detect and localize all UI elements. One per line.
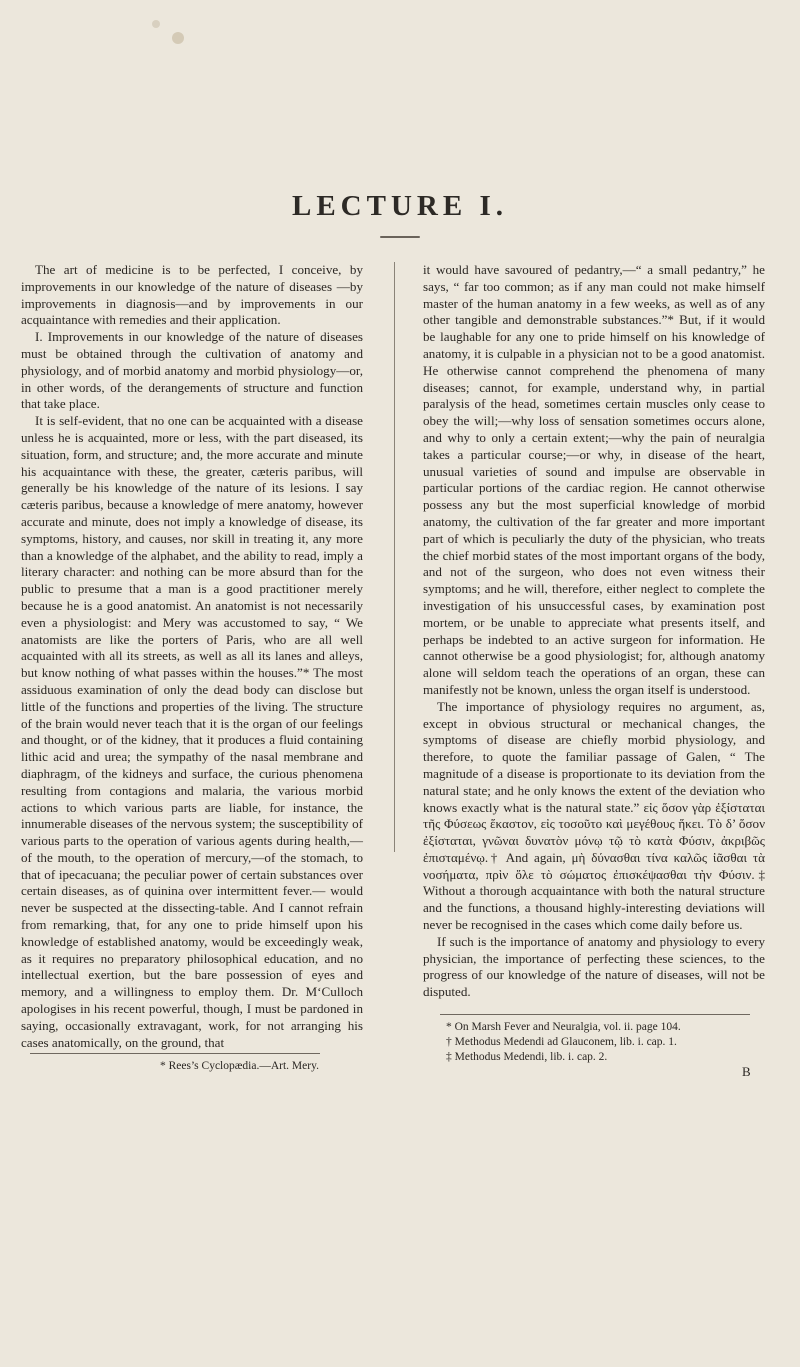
footnotes <box>440 1020 770 1065</box>
paragraph: If such is the importance of anatomy and physiology to every physician, the importance of perfecting these sciences, to the progress of our knowledge of the nature of diseases, will not be disputed. <box>423 933 765 1000</box>
footnote: * Rees’s Cyclopædia.—Art. Mery. <box>160 1060 319 1072</box>
stain <box>172 32 184 44</box>
paragraph: It is self-evident, that no one can be acquainted with a disease unless he is acquainted, more or less, with the part diseased, its situation, form, and structure; and, the more accurate and minute his acquaintance with these, the greater, cæteris paribus, will generally be his knowledge of the nature of its lesions. I say cæteris paribus, because a knowledge of mere anatomy, however accurate and minute, does not imply a knowledge of disease, its symptoms, history, and causes, nor skill in treating it, any more than a knowledge of the alphabet, and the ability to read, imply a literary character: and nothing can be more absurd than for the public to presume that a man is a good practitioner merely because he is a good anatomist. An anatomist is not necessarily even a physiologist: and Mery was accustomed to say, “ We anatomists are like the porters of Paris, who are all well acquainted with all its streets, as well as all its lanes and alleys, but know nothing of what passes within the houses.”* The most assiduous examination of only the dead body can disclose but little of the functions and properties of the living. The structure of the brain would never teach that it is the organ of our feelings and thought, or of the kidney, that it produces a fluid containing lithic acid and urea; the sympathy of the nasal membrane and diaphragm, of the kidneys and surface, the curious phenomena resulting from contagions and malaria, the various morbid actions to which various parts are liable, for instance, the innumerable diseases of the nervous system; the susceptibility of various parts to the operation of various agents during health,—of the mouth, to the operation of mercury,—of the stomach, to that of ipecacuana; the peculiar power of certain substances over certain diseases, as of quinina over intermittent fever.— would never be suspected at the dissecting-table. And I cannot refrain from remarking, that, for any one to pride himself upon his knowledge of established anatomy, would be exceedingly weak, as it requires no preparatory philosophical education, and no intellectual exertion, but the bare possession of eyes and memory, and a willingness to employ them. Dr. M‘Culloch apologises in his recent powerful, though, I must be pardoned in saying, occasionally extravagant, work, for not arranging his cases anatomically, on the ground, that <box>21 413 363 1050</box>
footnote: ‡ Methodus Medendi, lib. i. cap. 2. <box>446 1051 608 1063</box>
right-column <box>423 262 765 1001</box>
page-title: LECTURE I. <box>292 190 508 222</box>
signature-mark: B <box>742 1064 751 1079</box>
stain <box>152 20 160 28</box>
footnote-rule <box>440 1014 750 1015</box>
paragraph: The importance of physiology requires no argument, as, except in obvious structural or mechanical changes, the symptoms of disease are chiefly morbid physiology, and therefore, to quote the familiar passage of Galen, “ The magnitude of a disease is proportionate to its deviation from the natural state; and he only knows the extent of the deviation who knows exactly what is the natural state.” εἰς ὅσον γὰρ ἐξίσταται τῆς Φύσεως ἕκαστον, εἰς τοσοῦτο καὶ μεγέθους ἥκει. Τὸ δ’ ὅσον ἐξίσταται, γνῶναι δυνατὸν μόνῳ τῷ τὸ κατὰ Φύσιν, ἀκριβῶς ἐπισταμένῳ.† And again, μὴ δύνασθαι τίνα καλῶς ἰᾶσθαι τὰ νοσήματα, πρὶν ὅλε τὸ σώματος ἐπισκέψασθαι τὴν Φύσιν.‡ Without a thorough acquaintance with both the natural structure and the functions, a thousand highly-interesting deviations will never be recognised in the cases which come daily before us. <box>423 698 765 933</box>
paragraph: it would have savoured of pedantry,—“ a small pedantry,” he says, “ far too common; as if any man could not make himself master of the human anatomy in a few weeks, as well as of any other tangible and demonstrable substances.”* But, if it would be laughable for any one to pride himself on his knowledge of anatomy, it is culpable in a physician not to be a good anatomist. He otherwise cannot comprehend the phenomena of many diseases; cannot, for example, understand why, in partial paralysis of the head, sometimes certain muscles only cease to obey the will;—why loss of sensation sometimes occurs alone, and why to only a certain extent;—why the pain of neuralgia takes a particular course;—or why, in disease of the heart, unusual varieties of sound and impulse are observable in particular portions of the cardiac region. He cannot otherwise possess any but the most superficial knowledge of morbid anatomy, the cultivation of the far greater and more important part of which is peculiarly the duty of the physician, who treats the chief morbid states of the most important organs of the body, and not of the surgeon, who does not even witness their symptoms; and he will, therefore, either neglect to complete the investigation of his unsuccessful cases, by examination post mortem, or be unable to appreciate what presents itself, and perhaps be indebted to an active surgeon for information. He cannot otherwise be a good physiologist; for, although anatomy alone will seldom teach the operations of an organ, these can manifestly not be known, unless the organ itself is understood. <box>423 262 765 697</box>
title-ornament-rule <box>380 236 420 238</box>
paragraph: I. Improvements in our knowledge of the nature of diseases must be obtained through the cultivation of anatomy and physiology, and of morbid anatomy and morbid physiology—or, in other words, of the derangements of structure and function that take place. <box>21 329 363 412</box>
footnote: † Methodus Medendi ad Glauconem, lib. i. cap. 1. <box>446 1036 677 1048</box>
paragraph: The art of medicine is to be perfected, I conceive, by improvements in our knowledge of the nature of diseases —by improvements in diagnosis—and by improvements in our acquaintance with remedies and their application. <box>21 262 363 328</box>
left-column <box>21 262 363 1051</box>
column-divider <box>394 262 395 852</box>
footnote: * On Marsh Fever and Neuralgia, vol. ii. page 104. <box>446 1021 681 1033</box>
footnote-rule <box>30 1053 320 1054</box>
